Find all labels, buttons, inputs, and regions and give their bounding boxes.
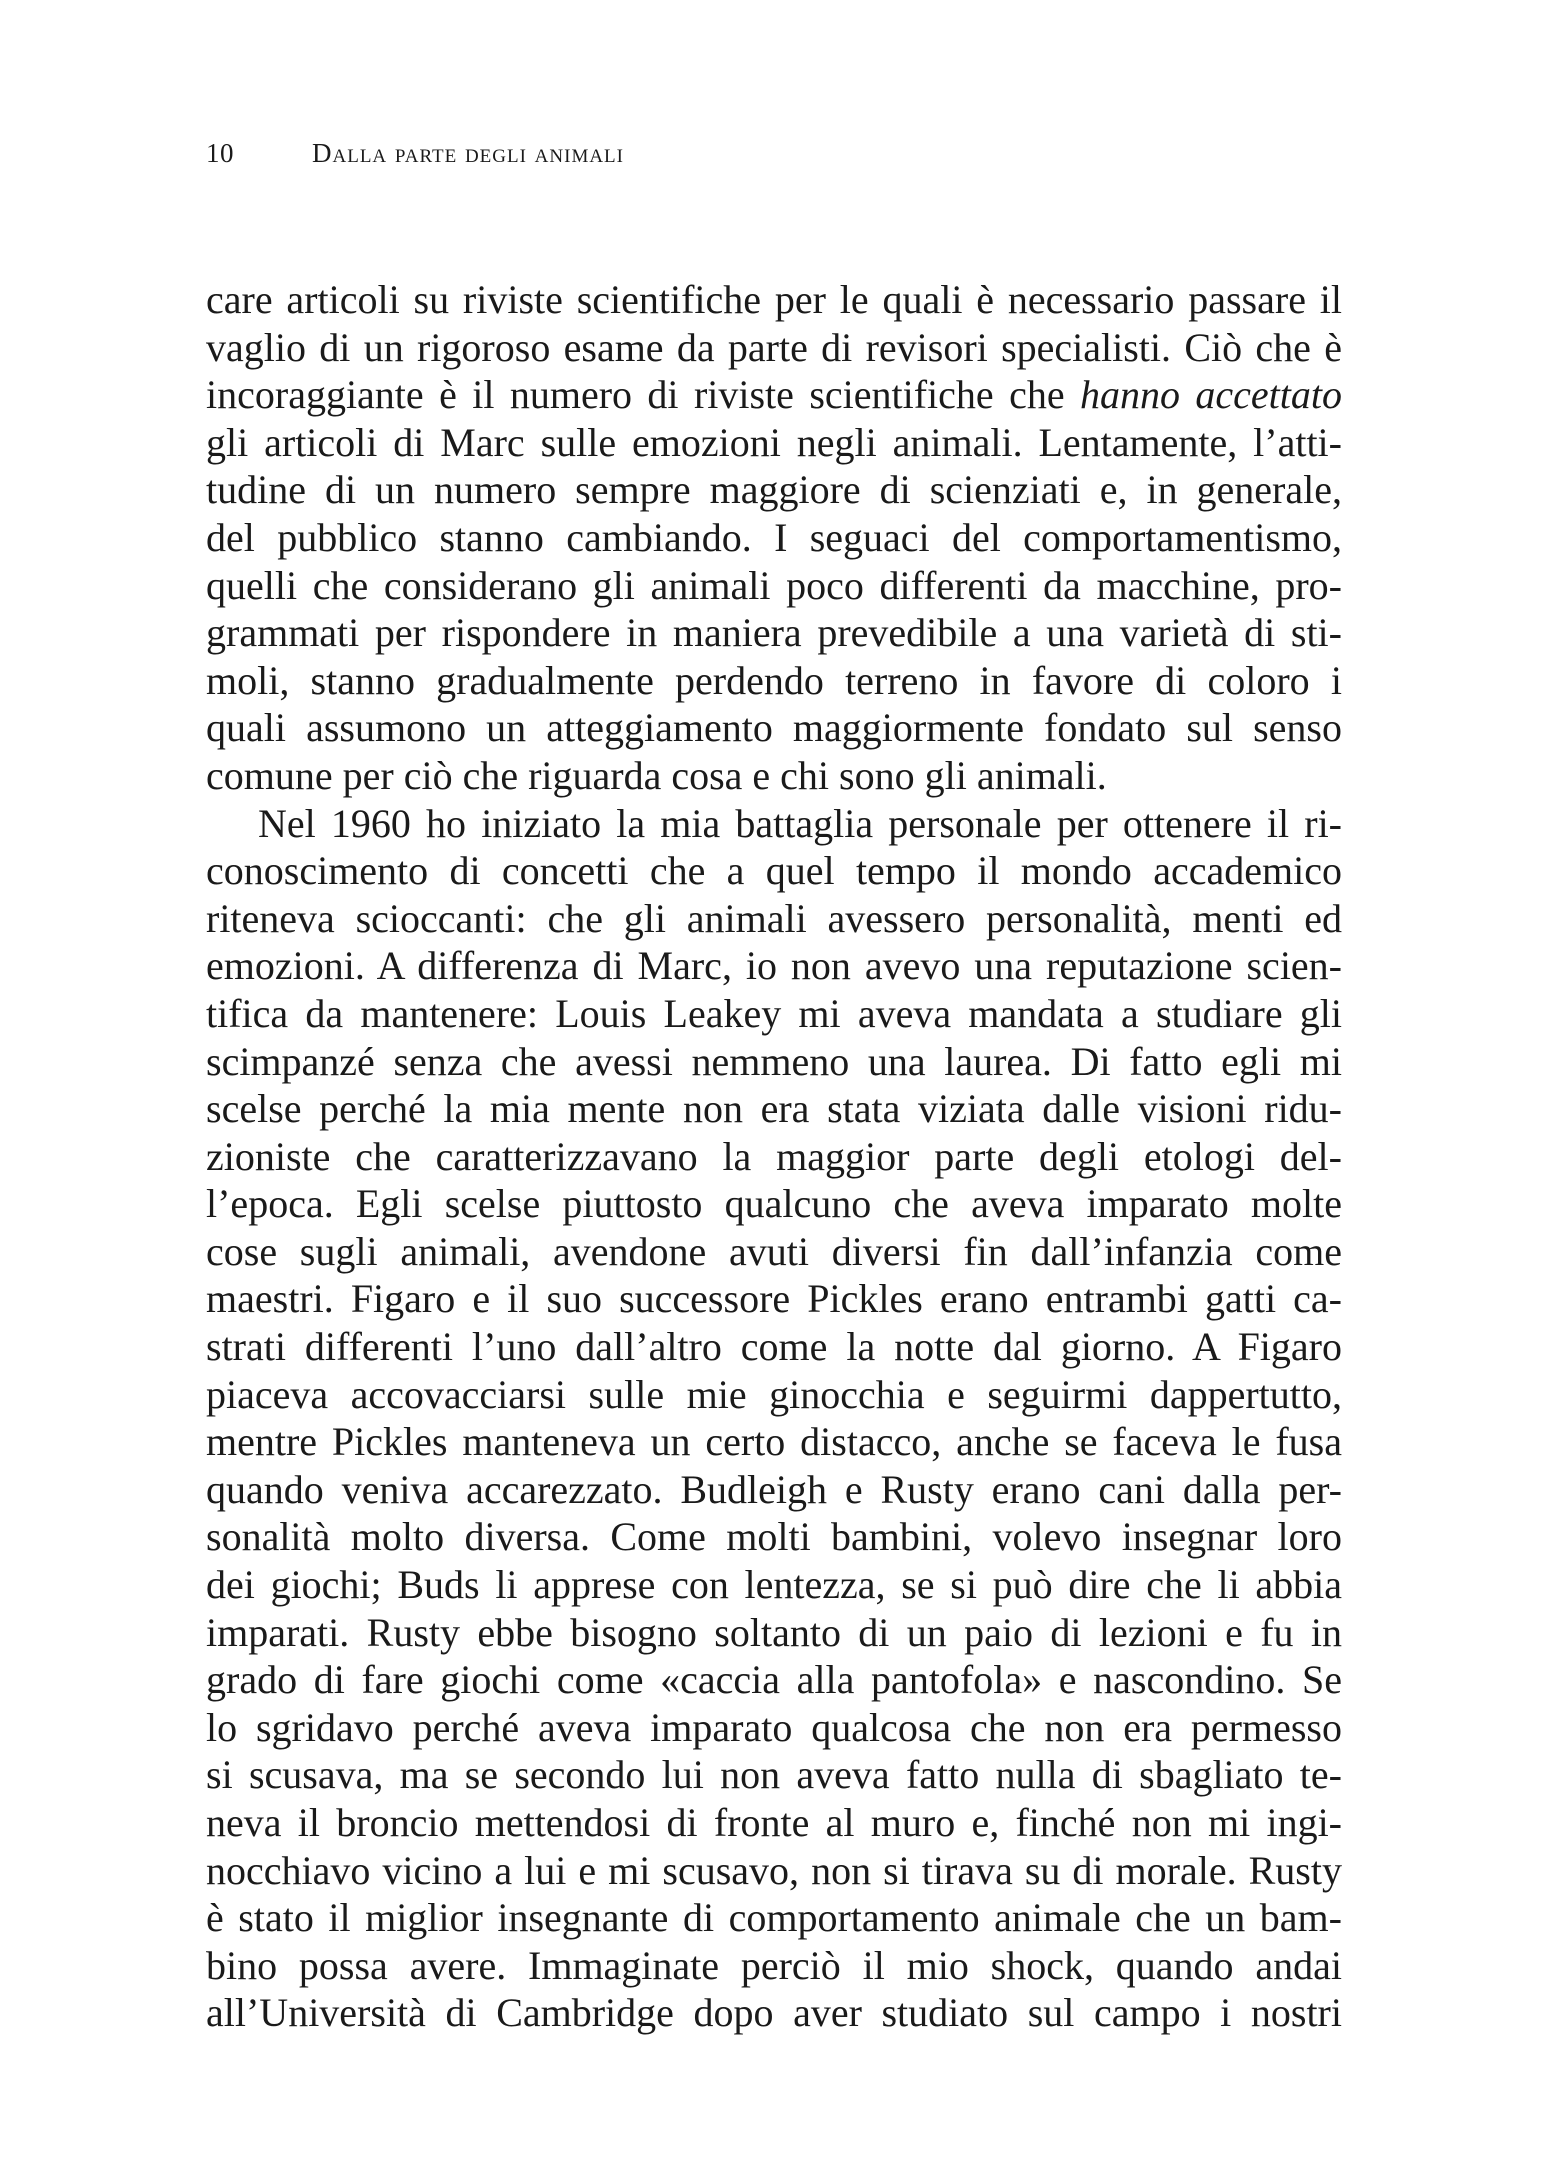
- text-line: nocchiavo vicino a lui e mi scusavo, non si tirava su di morale. Rusty: [206, 1847, 1342, 1893]
- text-line: gli articoli di Marc sulle emozioni negli animali. Lentamente, l’atti-: [206, 419, 1342, 465]
- text-line: moli, stanno gradualmente perdendo terreno in favore di coloro i: [206, 657, 1342, 703]
- text-line: sonalità molto diversa. Come molti bambini, volevo insegnar loro: [206, 1514, 1342, 1560]
- text-line: grammati per rispondere in maniera prevedibile a una varietà di sti-: [206, 610, 1342, 656]
- text-line: zioniste che caratterizzavano la maggior parte degli etologi del-: [206, 1133, 1342, 1179]
- text-line: tifica da mantenere: Louis Leakey mi aveva mandata a studiare gli: [206, 990, 1342, 1036]
- text-line: mentre Pickles manteneva un certo distacco, anche se faceva le fusa: [206, 1419, 1342, 1465]
- running-head: [206, 138, 1346, 178]
- text-line: emozioni. A differenza di Marc, io non avevo una reputazione scien-: [206, 943, 1342, 989]
- text-line: quelli che considerano gli animali poco differenti da macchine, pro-: [206, 562, 1342, 608]
- text-line: riteneva scioccanti: che gli animali avessero personalità, menti ed: [206, 895, 1342, 941]
- text-line: neva il broncio mettendosi di fronte al muro e, finché non mi ingi-: [206, 1800, 1342, 1845]
- paragraph-2: [206, 800, 1342, 2037]
- text-segment: incoraggiante è il numero di riviste scientifiche che: [206, 372, 1080, 418]
- text-line: l’epoca. Egli scelse piuttosto qualcuno che aveva imparato molte: [206, 1181, 1342, 1227]
- text-line-with-italic: [206, 371, 1342, 419]
- text-line: vaglio di un rigoroso esame da parte di revisori specialisti. Ciò che è: [206, 324, 1342, 370]
- text-line: tudine di un numero sempre maggiore di scienziati e, in generale,: [206, 467, 1342, 513]
- text-line: è stato il miglior insegnante di comportamento animale che un bam-: [206, 1895, 1342, 1941]
- text-line: care articoli su riviste scientifiche per le quali è necessario passare il: [206, 277, 1342, 322]
- text-line: grado di fare giochi come «caccia alla pantofola» e nascondino. Se: [206, 1657, 1342, 1703]
- text-line: cose sugli animali, avendone avuti diversi fin dall’infanzia come: [206, 1228, 1342, 1274]
- text-line: imparati. Rusty ebbe bisogno soltanto di un paio di lezioni e fu in: [206, 1609, 1342, 1655]
- text-line: scimpanzé senza che avessi nemmeno una laurea. Di fatto egli mi: [206, 1038, 1342, 1084]
- text-line: strati differenti l’uno dall’altro come la notte dal giorno. A Figaro: [206, 1324, 1342, 1370]
- text-line: lo sgridavo perché aveva imparato qualcosa che non era permesso: [206, 1704, 1342, 1750]
- text-line: Nel 1960 ho iniziato la mia battaglia personale per ottenere il ri-: [258, 800, 1342, 846]
- text-line: piaceva accovacciarsi sulle mie ginocchia e seguirmi dappertutto,: [206, 1371, 1342, 1417]
- text-line: comune per ciò che riguarda cosa e chi sono gli animali.: [206, 752, 1107, 798]
- paragraph-1: [206, 276, 1342, 800]
- text-line: dei giochi; Buds li apprese con lentezza, se si può dire che li abbia: [206, 1562, 1342, 1608]
- body-text: [206, 276, 1342, 2037]
- text-line: scelse perché la mia mente non era stata viziata dalle visioni ridu-: [206, 1086, 1342, 1132]
- text-line: quali assumono un atteggiamento maggiormente fondato sul senso: [206, 705, 1342, 751]
- italic-phrase: hanno accettato: [1079, 372, 1342, 418]
- text-line: bino possa avere. Immaginate perciò il mio shock, quando andai: [206, 1942, 1342, 1988]
- text-line: conoscimento di concetti che a quel tempo il mondo accademico: [206, 848, 1342, 894]
- text-line: quando veniva accarezzato. Budleigh e Rusty erano cani dalla per-: [206, 1466, 1342, 1512]
- text-line: del pubblico stanno cambiando. I seguaci del comportamentismo,: [206, 514, 1342, 560]
- text-line: all’Università di Cambridge dopo aver studiato sul campo i nostri: [206, 1990, 1342, 2036]
- text-line: si scusava, ma se secondo lui non aveva fatto nulla di sbagliato te-: [206, 1752, 1342, 1798]
- text-line: maestri. Figaro e il suo successore Pickles erano entrambi gatti ca-: [206, 1276, 1342, 1322]
- page-number: 10: [206, 138, 234, 168]
- book-title: Dalla parte degli animali: [312, 138, 624, 168]
